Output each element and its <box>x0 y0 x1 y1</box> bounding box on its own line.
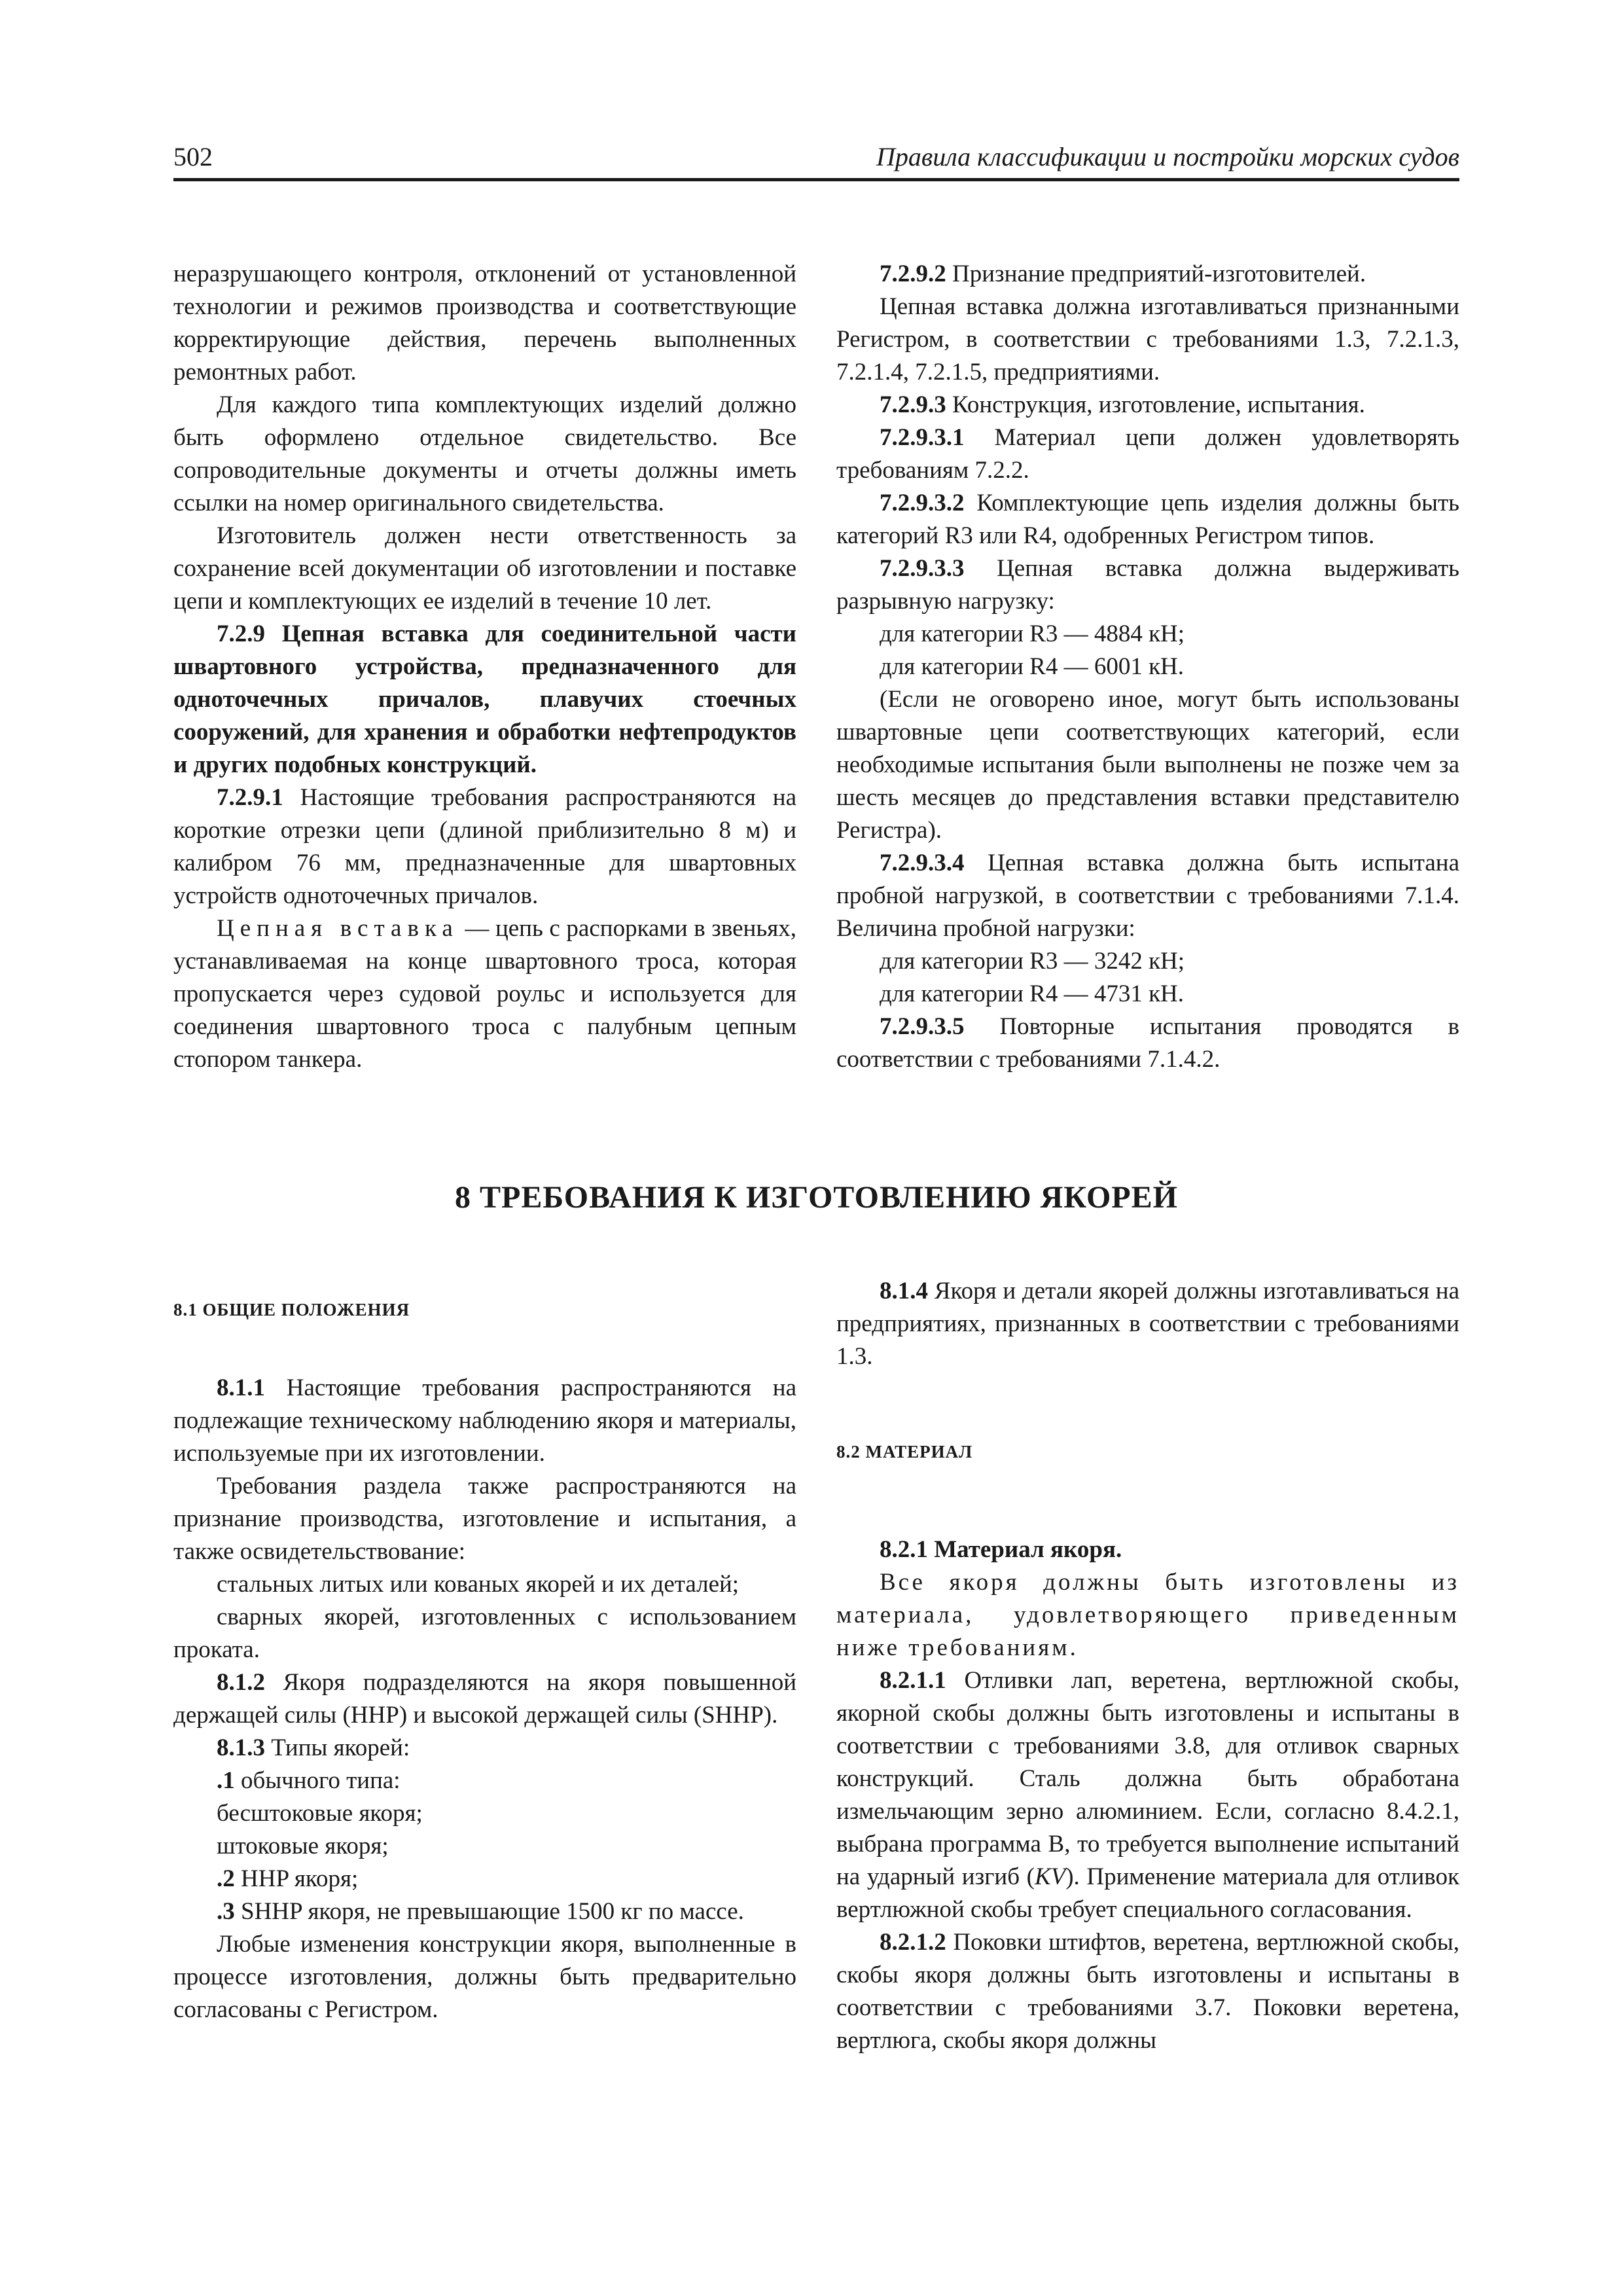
paragraph-7-2-9-3 <box>836 389 1459 422</box>
clause-number: 7.2.9.3.2 <box>880 490 965 516</box>
clause-text: Якоря подразделяются на якоря повышенной держащей силы (HHP) и высокой держащей силы (SHHP). <box>173 1669 796 1729</box>
clause-text: Повторные испытания проводятся в соответствии с требованиями 7.1.4.2. <box>836 1013 1459 1073</box>
clause-text: ). Применение материала для отливок вертлюжной скобы требует специального согласования. <box>836 1863 1459 1923</box>
list-item: стальных литых или кованых якорей и их деталей; <box>217 1571 740 1598</box>
heading-8-2-1-text: 8.2.1 Материал якоря. <box>880 1536 1122 1563</box>
list-item: сварных якорей, изготовленных с использованием проката. <box>173 1604 796 1663</box>
heading-7-2-9-text: 7.2.9 Цепная вставка для соединительной части швартовного устройства, предназначенного для одноточечных причалов, плавучих стоечных сооружений, для хранения и обработки нефтепродуктов и других подобных конструкций. <box>173 620 796 778</box>
list-item: штоковые якоря; <box>217 1833 389 1859</box>
item-text: HHP якоря; <box>234 1865 359 1892</box>
page-number: 502 <box>173 142 213 171</box>
section-title-8-1: 8.1 ОБЩИЕ ПОЛОЖЕНИЯ <box>173 1300 410 1319</box>
list-item <box>173 1863 796 1895</box>
column-top-left <box>173 258 796 1076</box>
paragraph: неразрушающего контроля, отклонений от установленной технологии и режимов производства и соответствующие корректирующие действия, перечень выполненных ремонтных работ. <box>173 260 796 386</box>
section-title-8-2: 8.2 МАТЕРИАЛ <box>836 1442 973 1462</box>
list-item: для категории R3 — 3242 кН; <box>880 948 1185 975</box>
paragraph: Все якоря должны быть изготовлены из материала, удовлетворяющего приведенным ниже требованиям. <box>836 1569 1459 1661</box>
clause-number: 8.2.1.2 <box>880 1929 946 1956</box>
list-item: для категории R4 — 6001 кН. <box>880 653 1185 680</box>
clause-number: 8.1.3 <box>217 1734 265 1761</box>
item-text: обычного типа: <box>234 1767 401 1794</box>
clause-text: Поковки штифтов, веретена, вертлюжной скобы, скобы якоря должны быть изготовлены и испытаны в соответствии с требованиями 3.7. Поковки веретена, вертлюга, скобы якоря должны <box>836 1929 1459 2054</box>
chapter-title: 8 ТРЕБОВАНИЯ К ИЗГОТОВЛЕНИЮ ЯКОРЕЙ <box>455 1180 1178 1215</box>
paragraph-7-2-9-3-5 <box>836 1011 1459 1076</box>
clause-text: Конструкция, изготовление, испытания. <box>946 391 1365 418</box>
clause-number: 8.1.4 <box>880 1278 928 1304</box>
term: Цепная вставка <box>217 915 459 942</box>
paragraph: Для каждого типа комплектующих изделий должно быть оформлено отдельное свидетельство. Все сопроводительные документы и отчеты должны иметь ссылки на номер оригинального свидетельства. <box>173 391 796 516</box>
clause-text: Настоящие требования распространяются на подлежащие техническому наблюдению якоря и материалы, используемые при их изготовлении. <box>173 1374 796 1467</box>
definition-paragraph <box>173 912 796 1076</box>
list-item <box>173 1895 796 1928</box>
item-number: .3 <box>217 1898 235 1925</box>
column-bottom-right <box>836 1275 1459 2057</box>
paragraph-8-1-3 <box>173 1732 796 1765</box>
clause-number: 8.1.1 <box>217 1374 265 1401</box>
clause-number: 7.2.9.2 <box>880 260 946 287</box>
item-text: SHHP якоря, не превышающие 1500 кг по массе. <box>234 1898 744 1925</box>
paragraph-8-1-4 <box>836 1275 1459 1373</box>
heading-8-2-1 <box>836 1534 1459 1566</box>
clause-number: 8.2.1.1 <box>880 1667 946 1694</box>
paragraph-7-2-9-1 <box>173 781 796 912</box>
list-item: для категории R3 — 4884 кН; <box>880 620 1185 647</box>
paragraph-7-2-9-3-4 <box>836 847 1459 945</box>
clause-text: Цепная вставка должна быть испытана пробной нагрузкой, в соответствии с требованиями 7.1.4. Величина пробной нагрузки: <box>836 850 1459 942</box>
paragraph-8-1-2 <box>173 1666 796 1732</box>
clause-number: 7.2.9.3.4 <box>880 850 965 876</box>
column-bottom-left <box>173 1275 796 2026</box>
paragraph-7-2-9-3-1 <box>836 422 1459 487</box>
clause-number: 7.2.9.3 <box>880 391 946 418</box>
clause-text: Якоря и детали якорей должны изготавливаться на предприятиях, признанных в соответствии с требованиями 1.3. <box>836 1278 1459 1370</box>
paragraph-8-2-1-2 <box>836 1926 1459 2057</box>
paragraph-note: (Если не оговорено иное, могут быть использованы швартовные цепи соответствующих категорий, если необходимые испытания были выполнены не позже чем за шесть месяцев до представления вставки представителю Регистра). <box>836 686 1459 844</box>
paragraph-7-2-9-3-2 <box>836 487 1459 552</box>
kv-symbol: KV <box>1034 1863 1066 1890</box>
paragraph-7-2-9-3-3 <box>836 552 1459 618</box>
clause-text: Типы якорей: <box>265 1734 410 1761</box>
item-number: .2 <box>217 1865 235 1892</box>
paragraph: Любые изменения конструкции якоря, выполненные в процессе изготовления, должны быть предварительно согласованы с Регистром. <box>173 1931 796 2023</box>
clause-text: Цепная вставка должна выдерживать разрывную нагрузку: <box>836 555 1459 615</box>
term-definition: — цепь с распорками в звеньях, устанавливаемая на конце швартовного троса, которая пропускается через судовой роульс и используется для соединения швартовного троса с палубным цепным стопором танкера. <box>173 915 796 1073</box>
clause-text: Признание предприятий-изготовителей. <box>946 260 1366 287</box>
paragraph: Изготовитель должен нести ответственность за сохранение всей документации об изготовлении и поставке цепи и комплектующих ее изделий в течение 10 лет. <box>173 522 796 615</box>
clause-text: Настоящие требования распространяются на короткие отрезки цепи (длиной приблизительно 8 м) и калибром 76 мм, предназначенные для швартовных устройств одноточечных причалов. <box>173 784 796 909</box>
running-title: Правила классификации и постройки морских судов <box>876 142 1459 171</box>
clause-number: 8.1.2 <box>217 1669 265 1696</box>
paragraph-8-1-1 <box>173 1372 796 1470</box>
clause-number: 7.2.9.1 <box>217 784 283 811</box>
clause-number: 7.2.9.3.3 <box>880 555 965 582</box>
page-header <box>173 139 1459 181</box>
paragraph-8-2-1-1 <box>836 1664 1459 1926</box>
paragraph-7-2-9-2 <box>836 258 1459 291</box>
clause-text: Комплектующие цепь изделия должны быть категорий R3 или R4, одобренных Регистром типов. <box>836 490 1459 549</box>
list-item: бесштоковые якоря; <box>217 1800 423 1827</box>
item-number: .1 <box>217 1767 235 1794</box>
list-item <box>173 1765 796 1797</box>
paragraph: Цепная вставка должна изготавливаться признанными Регистром, в соответствии с требованиями 1.3, 7.2.1.3, 7.2.1.4, 7.2.1.5, предприятиями. <box>836 293 1459 386</box>
paragraph: Требования раздела также распространяются на признание производства, изготовление и испытания, а также освидетельствование: <box>173 1473 796 1565</box>
heading-7-2-9 <box>173 618 796 781</box>
clause-text: Материал цепи должен удовлетворять требованиям 7.2.2. <box>836 424 1459 484</box>
clause-text: Отливки лап, веретена, вертлюжной скобы, якорной скобы должны быть изготовлены и испытаны в соответствии с требованиями 3.8, для отливок сварных конструкций. Сталь должна быть обработана измельчающим зерно алюминием. Если, согласно 8.4.2.1, выбрана программа B, то требуется выполнение испытаний на ударный изгиб ( <box>836 1667 1459 1890</box>
column-top-right <box>836 258 1459 1076</box>
list-item: для категории R4 — 4731 кН. <box>880 980 1185 1007</box>
clause-number: 7.2.9.3.1 <box>880 424 965 451</box>
clause-number: 7.2.9.3.5 <box>880 1013 965 1040</box>
